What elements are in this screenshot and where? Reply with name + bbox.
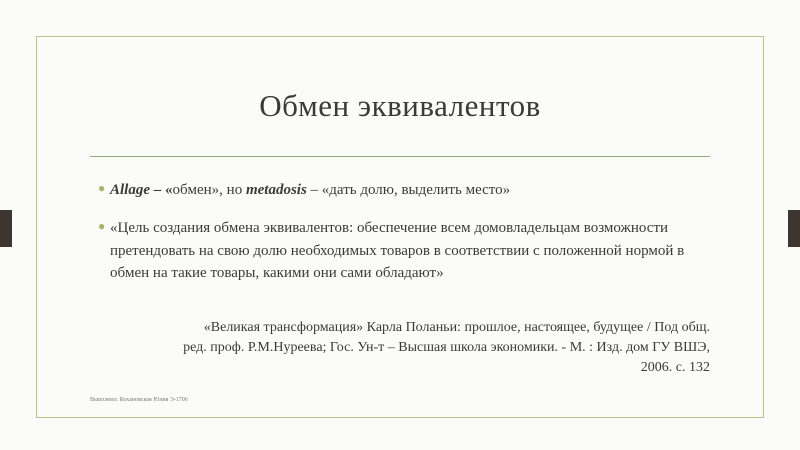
- bullet-marker: ●: [98, 181, 106, 195]
- right-edge-bar: [788, 210, 800, 247]
- bullet-allage-text: обмен», но: [172, 182, 246, 198]
- citation-line: «Великая трансформация» Карла Поланьи: прошлое, настоящее, будущее / Под общ.: [203, 320, 710, 335]
- author-footer: Выполнил: Кохановская Юлия Э-1706: [90, 397, 188, 403]
- bullet-allage: [110, 179, 710, 201]
- citation-line: 2006. с. 132: [640, 360, 710, 375]
- citation: [110, 318, 710, 378]
- term-metadosis: metadosis: [245, 182, 307, 198]
- bullet-quote: «Цель создания обмена эквивалентов: обеспечение всем домовладельцам возможности претендовать на свою долю необходимых товаров в соответствии с положенной нормой в обмен на такие товары, какими они сами обладают»: [110, 220, 685, 281]
- title-divider: [90, 156, 710, 157]
- term-allage: Allage: [110, 182, 150, 198]
- slide-title: Обмен эквивалентов: [259, 88, 541, 123]
- bullet-metadosis-text: – «дать долю, выделить место»: [306, 182, 511, 198]
- citation-line: ред. проф. Р.М.Нуреева; Гос. Ун-т – Высшая школа экономики. - М. : Изд. дом ГУ ВШЭ,: [183, 340, 710, 355]
- term-dash: – «: [150, 182, 173, 198]
- bullet-marker: ●: [98, 219, 106, 233]
- left-edge-bar: [0, 210, 12, 247]
